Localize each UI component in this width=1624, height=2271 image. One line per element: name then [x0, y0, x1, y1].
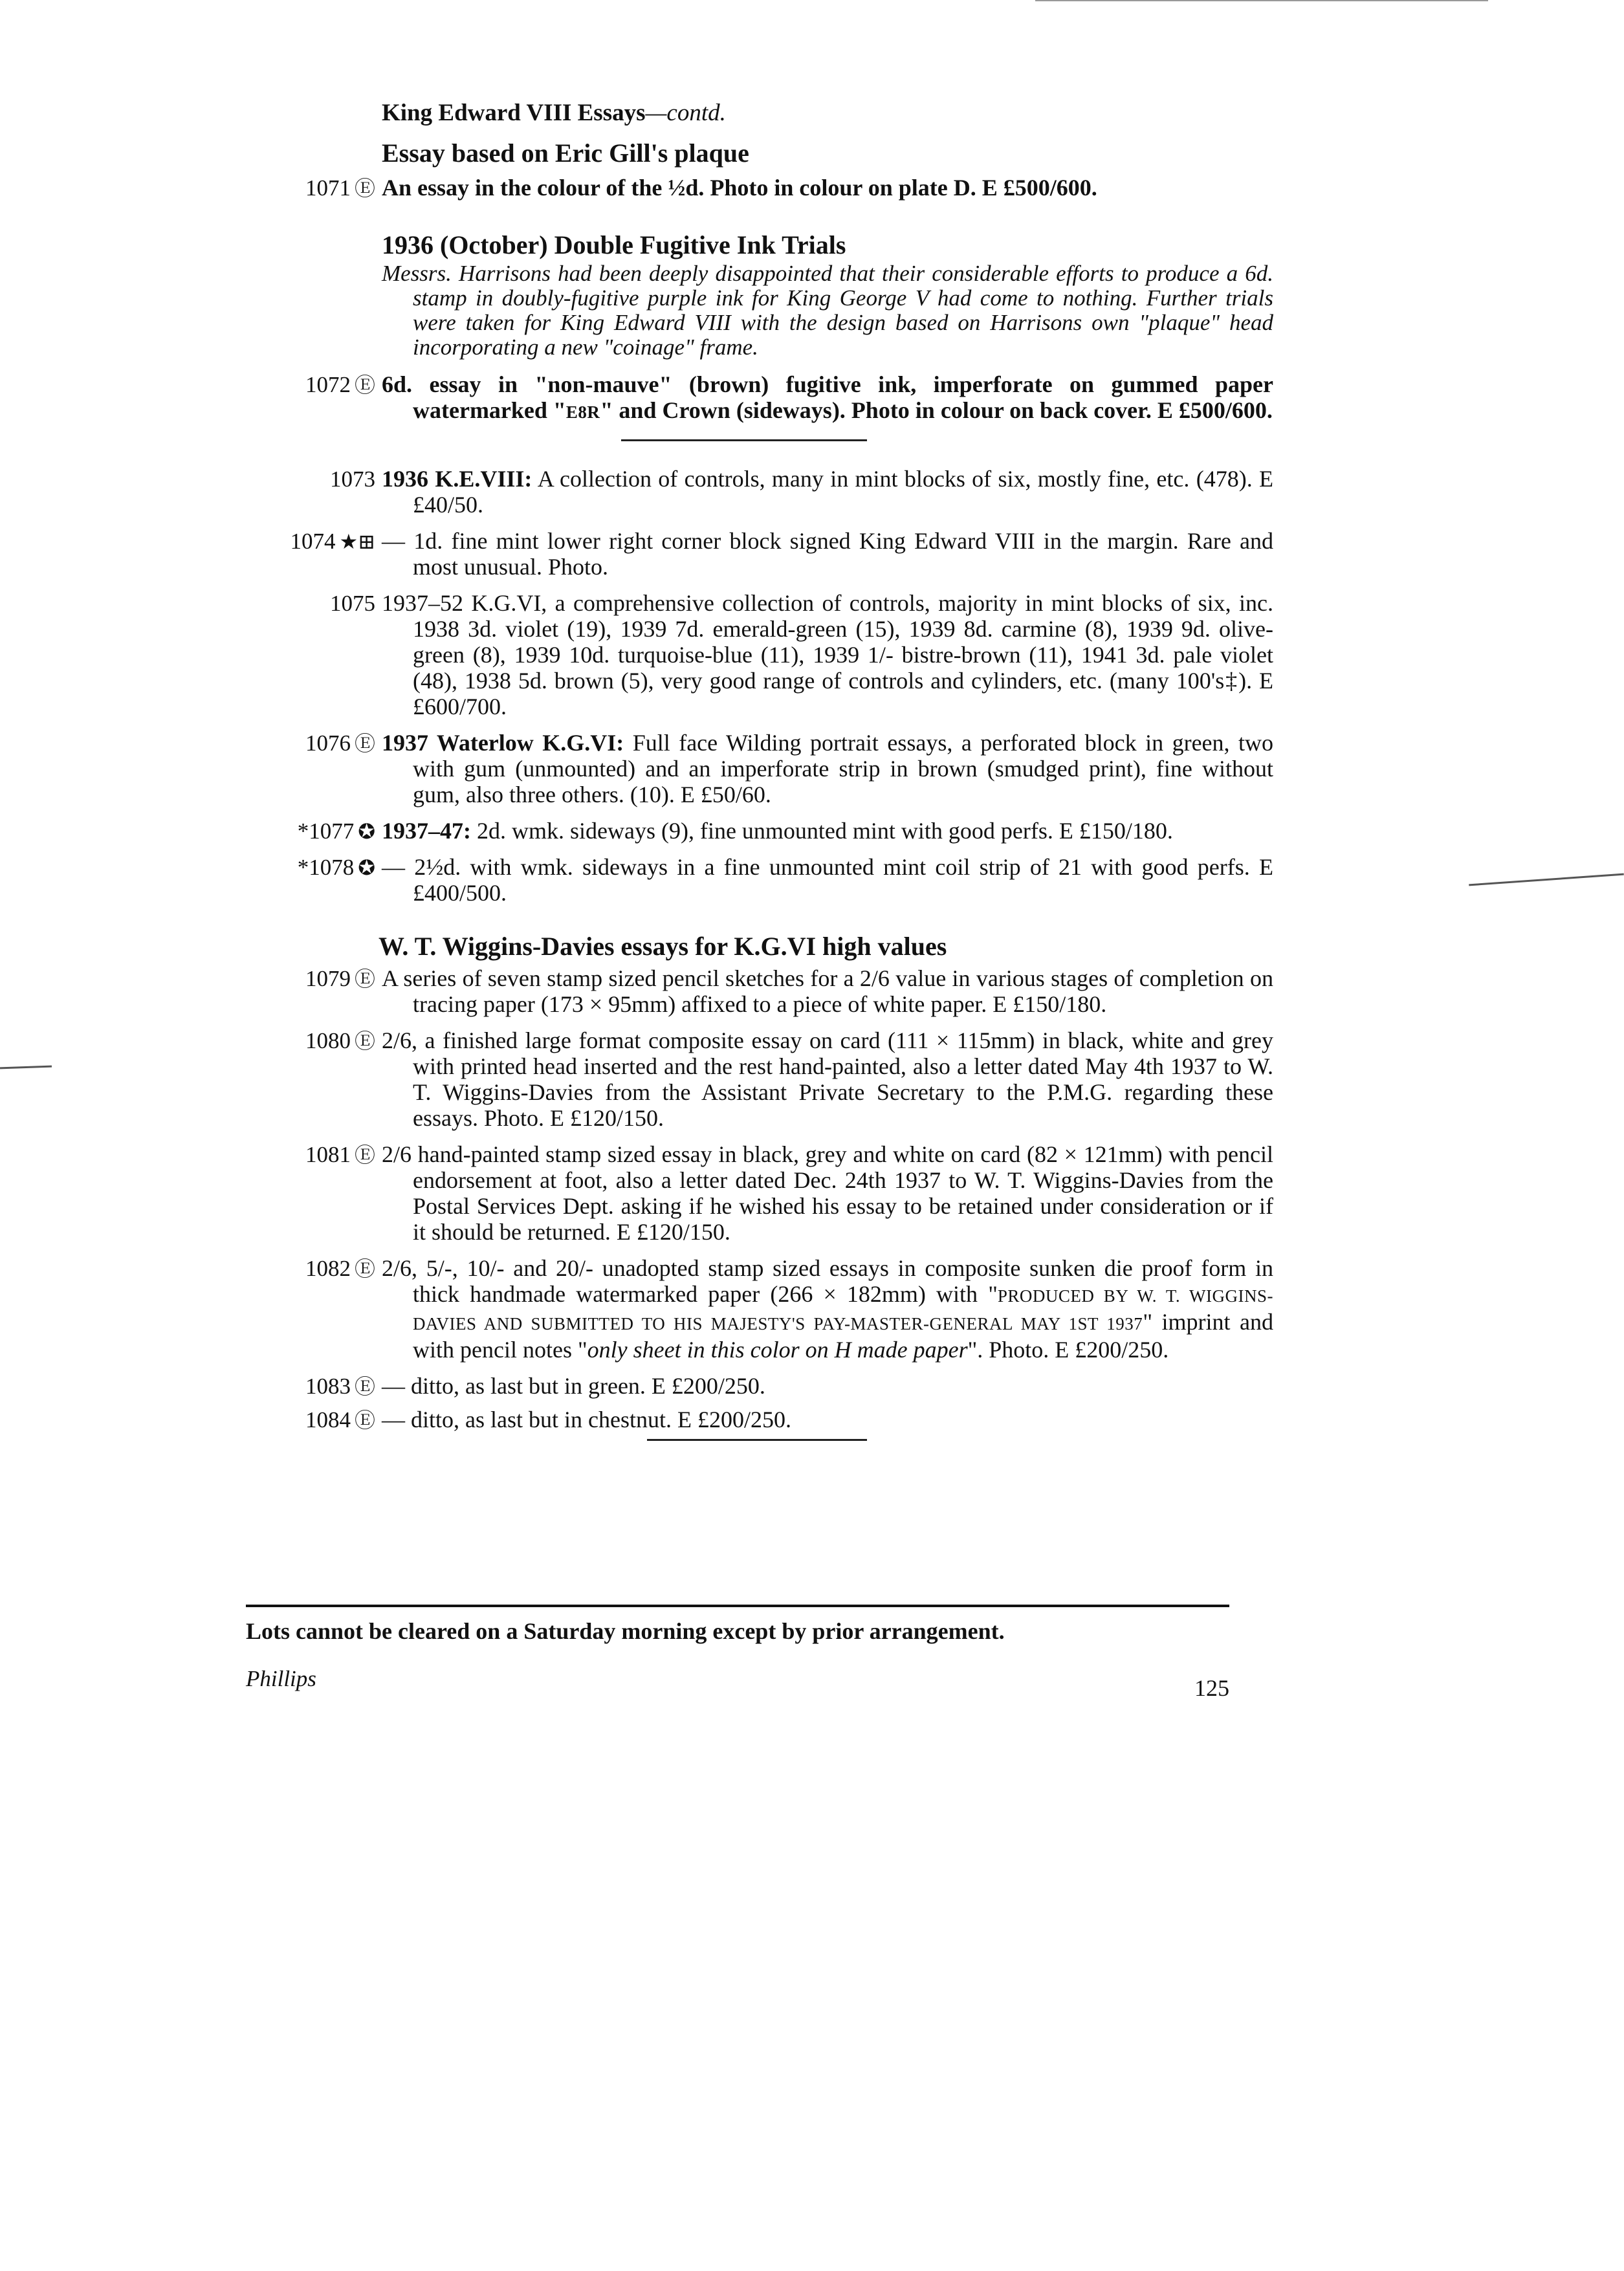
scan-edge-mark-left [0, 1066, 52, 1070]
publisher-name: Phillips [246, 1666, 316, 1691]
lot-1078 [246, 854, 1273, 906]
lot-1076 [246, 730, 1273, 807]
footer-note: Lots cannot be cleared on a Saturday morning except by prior arrangement. [246, 1618, 1005, 1644]
lot-1082 [246, 1255, 1273, 1363]
essay-icon: Ⓔ [354, 373, 375, 397]
lot-description: An essay in the colour of the ½d. Photo in colour on plate D. E £500/600. [382, 175, 1097, 201]
lot-number: 1073 [330, 466, 375, 492]
lot-number: *1078 ✪ [297, 855, 375, 880]
lot-1075 [246, 590, 1273, 719]
lot-1080 [246, 1027, 1273, 1131]
section-divider [621, 439, 867, 441]
lot-1083 [246, 1373, 1242, 1399]
lot-1079 [246, 965, 1273, 1017]
lot-1084 [246, 1407, 1242, 1432]
lot-number: 1071 Ⓔ [305, 175, 375, 201]
lot-1072 [246, 371, 1273, 425]
lot-number: 1076 Ⓔ [305, 730, 375, 756]
page-content [246, 91, 1274, 1441]
essay-icon: Ⓔ [354, 1409, 375, 1432]
lot-1071 [246, 175, 1242, 201]
lot-number: 1080 Ⓔ [305, 1028, 375, 1053]
essay-icon: Ⓔ [354, 1143, 375, 1167]
lot-description: 6d. essay in "non-mauve" (brown) fugitive ink, imperforate on gummed paper watermarked "E8R" and Crown (sideways). Photo in colour on back cover. E £500/600. [382, 371, 1273, 423]
essay-icon: Ⓔ [354, 177, 375, 200]
lot-number: *1077 ✪ [297, 818, 375, 844]
section-divider [647, 1439, 867, 1441]
lot-description: — 1d. fine mint lower right corner block signed King Edward VIII in the margin. Rare and most unusual. Photo. [382, 528, 1273, 580]
scan-edge-mark-right [1469, 873, 1624, 886]
lot-number: 1074 ★⊞ [290, 529, 375, 554]
page-number: 125 [1194, 1675, 1229, 1701]
lot-description: — 2½d. with wmk. sideways in a fine unmounted mint coil strip of 21 with good perfs. E £400/500. [382, 854, 1273, 906]
lot-1073 [246, 466, 1274, 518]
essay-icon: Ⓔ [354, 1257, 375, 1280]
unmounted-mint-icon: ✪ [358, 856, 375, 879]
section-title-double-fugitive: 1936 (October) Double Fugitive Ink Trials [382, 230, 846, 259]
lot-description: 1936 K.E.VIII: A collection of controls, many in mint blocks of six, mostly fine, etc. (478). E £40/50. [382, 466, 1274, 518]
essay-icon: Ⓔ [354, 967, 375, 991]
lot-number: 1082 Ⓔ [305, 1256, 375, 1281]
lot-description: — ditto, as last but in green. E £200/250. [382, 1373, 765, 1399]
lot-1081 [246, 1141, 1273, 1245]
essay-icon: Ⓔ [354, 732, 375, 755]
footer-rule [246, 1605, 1229, 1607]
lot-number: 1081 Ⓔ [305, 1142, 375, 1167]
unmounted-mint-icon: ✪ [358, 820, 375, 843]
section-intro: Messrs. Harrisons had been deeply disappointed that their considerable efforts to produce a 6d. stamp in doubly-fugitive purple ink for King George V had come to nothing. Further trials were taken for King Edward VIII with the design based on Harrisons own "plaque" head incorporating a new "coinage" frame. [382, 261, 1273, 360]
essay-icon: Ⓔ [354, 1029, 375, 1053]
lot-number: 1084 Ⓔ [305, 1407, 375, 1432]
essay-icon: Ⓔ [354, 1375, 375, 1398]
section-title-wiggins-davies: W. T. Wiggins-Davies essays for K.G.VI high values [379, 932, 947, 961]
lot-1074 [246, 528, 1273, 580]
section-title-gill: Essay based on Eric Gill's plaque [382, 138, 749, 168]
lot-description: 1937–47: 2d. wmk. sideways (9), fine unmounted mint with good perfs. E £150/180. [382, 818, 1173, 844]
lot-number: 1083 Ⓔ [305, 1374, 375, 1399]
lot-description: 1937–52 K.G.VI, a comprehensive collection of controls, majority in mint blocks of six, inc. 1938 3d. violet (19), 1939 7d. emerald-green (15), 1939 8d. carmine (8), 1939 9d. olive-green (8), 1939 10d. turquoise-blue (11), 1939 1/- bistre-brown (11), 1941 3d. pale violet (48), 1938 5d. brown (5), very good range of controls and cylinders, etc. (many 100's‡). E £600/700. [382, 590, 1273, 719]
lot-description: 2/6, 5/-, 10/- and 20/- unadopted stamp sized essays in composite sunken die proof form in thick handmade watermarked paper (266 × 182mm) with "PRODUCED BY W. T. WIGGINS-DAVIES AND SUBMITTED TO HIS MAJESTY'S PAY-MASTER-GENERAL MAY 1ST 1937" imprint and with pencil notes "only sheet in this color on H made paper". Photo. E £200/250. [382, 1255, 1273, 1363]
running-head: King Edward VIII Essays—contd. [382, 100, 726, 126]
lot-description: A series of seven stamp sized pencil sketches for a 2/6 value in various stages of completion on tracing paper (173 × 95mm) affixed to a piece of white paper. E £150/180. [382, 965, 1273, 1017]
lot-1077 [246, 818, 1242, 844]
lot-description: 2/6 hand-painted stamp sized essay in black, grey and white on card (82 × 121mm) with pencil endorsement at foot, also a letter dated Dec. 24th 1937 to W. T. Wiggins-Davies from the Postal Services Dept. asking if he wished his essay to be retained under consideration or if it should be returned. E £120/150. [382, 1141, 1273, 1245]
lot-description: — ditto, as last but in chestnut. E £200/250. [382, 1407, 791, 1432]
lot-number: 1075 [330, 591, 375, 616]
lot-number: 1079 Ⓔ [305, 966, 375, 991]
lot-description: 1937 Waterlow K.G.VI: Full face Wilding portrait essays, a perforated block in green, two with gum (unmounted) and an imperforate strip in brown (smudged print), fine without gum, also three others. (10). E £50/60. [382, 730, 1273, 807]
lot-description: 2/6, a finished large format composite essay on card (111 × 115mm) in black, white and grey with printed head inserted and the rest hand-painted, also a letter dated May 4th 1937 to W. T. Wiggins-Davies from the Assistant Private Secretary to the P.M.G. regarding these essays. Photo. E £120/150. [382, 1027, 1273, 1131]
scan-edge-mark-top [1035, 0, 1488, 1]
lot-number: 1072 Ⓔ [305, 372, 375, 397]
star-block-icon: ★⊞ [339, 530, 375, 553]
